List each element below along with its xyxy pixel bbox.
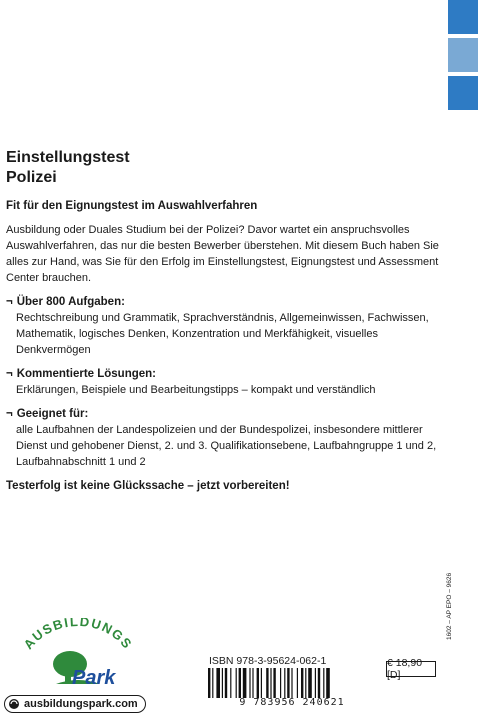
bullet-icon: ¬ xyxy=(6,296,13,308)
feature-section xyxy=(6,366,446,398)
bullet-icon: ¬ xyxy=(6,368,13,380)
bullet-icon: ¬ xyxy=(6,408,13,420)
section-body: Erklärungen, Beispiele und Bearbeitungstipps – kompakt und verständlich xyxy=(16,384,376,396)
feature-section xyxy=(6,294,446,358)
section-body: Rechtschreibung und Grammatik, Sprachverständnis, Allgemeinwissen, Fachwissen, Mathematik, logisches Denken, Konzentration und Merkfähigkeit, visuelles Denkvermögen xyxy=(16,312,429,356)
logo-word-bottom: Park xyxy=(72,667,116,689)
color-tabs xyxy=(448,0,478,114)
book-title xyxy=(6,148,446,188)
website-url: ausbildungspark.com xyxy=(24,698,138,710)
ausbildungspark-logo xyxy=(8,618,148,693)
title-line-1: Einstellungstest xyxy=(6,149,130,166)
price-box: € 18,90 [D] xyxy=(386,661,436,677)
barcode-bars-icon xyxy=(202,668,382,698)
isbn-label: ISBN 978-3-95624-062-1 xyxy=(209,655,327,667)
intro-paragraph: Ausbildung oder Duales Studium bei der Polizei? Davor wartet ein anspruchsvolles Auswahlverfahren, das nur die besten Bewerber überstehen. Mit diesem Buch haben Sie alles zur Hand, was Sie für den Erfolg im Einstellungstest, Eignungstest und Assessment Center brauchen. xyxy=(6,224,439,284)
book-subtitle: Fit für den Eignungstest im Auswahlverfahren xyxy=(6,200,258,212)
product-code: 1602 – AP EPO – 9626 xyxy=(446,572,453,640)
color-tab xyxy=(448,76,478,110)
back-cover-text xyxy=(6,148,446,492)
section-heading: Über 800 Aufgaben: xyxy=(16,296,125,308)
section-heading: Kommentierte Lösungen: xyxy=(16,368,157,380)
svg-text:AUSBILDUNGS xyxy=(21,618,136,652)
section-body: alle Laufbahnen der Landespolizeien und der Bundespolizei, insbesondere mittlerer Dienst und gehobener Dienst, 2. und 3. Qualifikationsebene, Laufbahngruppe 1 und 2, Laufbahnabschnitt 1 und 2 xyxy=(16,424,437,468)
barcode-number: 9 783956 240621 xyxy=(239,697,345,708)
globe-icon xyxy=(8,698,20,710)
website-link[interactable] xyxy=(4,695,146,713)
barcode xyxy=(202,668,382,712)
feature-section xyxy=(6,406,446,470)
logo-word-top: AUSBILDUNGS xyxy=(20,618,136,653)
section-heading: Geeignet für: xyxy=(16,408,89,420)
color-tab xyxy=(448,0,478,34)
color-tab xyxy=(448,38,478,72)
title-line-2: Polizei xyxy=(6,169,57,186)
tagline: Testerfolg ist keine Glückssache – jetzt vorbereiten! xyxy=(6,480,290,492)
